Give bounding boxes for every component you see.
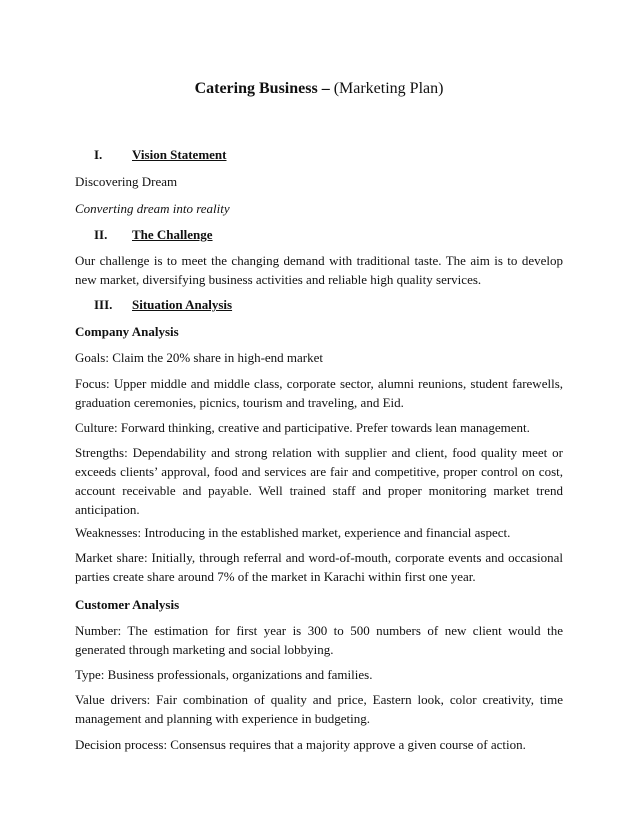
decision-process-paragraph: Decision process: Consensus requires that a majority approve a given course of action. xyxy=(75,737,526,752)
section-label: The Challenge xyxy=(132,227,213,242)
challenge-paragraph: Our challenge is to meet the changing demand with traditional taste. The aim is to develop new market, diversifying business activities and reliable high quality services. xyxy=(75,253,563,287)
section-number: I. xyxy=(94,147,103,162)
vision-line-2: Converting dream into reality xyxy=(75,201,230,216)
strengths-paragraph: Strengths: Dependability and strong relation with supplier and client, food quality meet or exceeds clients’ approval, food and services are fair and competitive, proper control on cost, account receivable and payable. Well trained staff and proper monitoring market trend anticipation. xyxy=(75,445,563,517)
section-heading-vision xyxy=(94,147,227,163)
weaknesses-paragraph: Weaknesses: Introducing in the established market, experience and financial aspect. xyxy=(75,525,511,540)
company-analysis-heading: Company Analysis xyxy=(75,324,179,339)
type-paragraph: Type: Business professionals, organizations and families. xyxy=(75,667,373,682)
vision-line-1: Discovering Dream xyxy=(75,174,178,189)
section-heading-situation xyxy=(94,297,232,313)
section-label: Vision Statement xyxy=(132,147,227,162)
section-label: Situation Analysis xyxy=(132,297,233,312)
customer-analysis-heading: Customer Analysis xyxy=(75,597,180,612)
title-sub: (Marketing Plan) xyxy=(333,80,444,97)
title-main: Catering Business – xyxy=(194,80,330,97)
goals-paragraph: Goals: Claim the 20% share in high-end market xyxy=(75,350,324,365)
focus-paragraph: Focus: Upper middle and middle class, corporate sector, alumni reunions, student farewells, graduation ceremonies, picnics, tourism and traveling, and Eid. xyxy=(75,376,563,410)
section-number: II. xyxy=(94,227,108,242)
section-number: III. xyxy=(94,297,113,312)
culture-paragraph: Culture: Forward thinking, creative and participative. Prefer towards lean management. xyxy=(75,420,530,435)
section-heading-challenge xyxy=(94,227,213,243)
number-paragraph: Number: The estimation for first year is 300 to 500 numbers of new client would the generated through marketing and social lobbying. xyxy=(75,623,563,657)
page-title xyxy=(0,80,638,98)
value-drivers-paragraph: Value drivers: Fair combination of quality and price, Eastern look, color creativity, time management and planning with experience in budgeting. xyxy=(75,692,563,726)
market-share-paragraph: Market share: Initially, through referral and word-of-mouth, corporate events and occasional parties create share around 7% of the market in Karachi within first one year. xyxy=(75,550,563,584)
